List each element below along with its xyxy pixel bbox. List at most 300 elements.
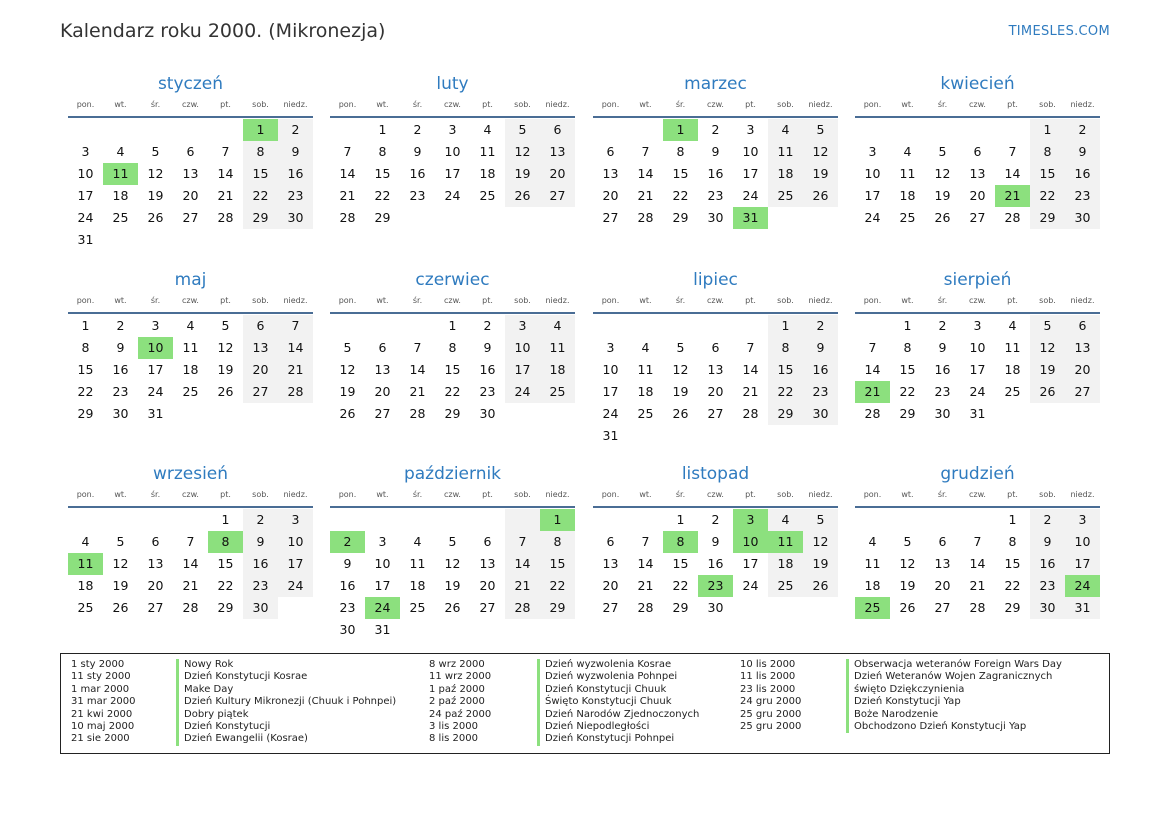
day-cell: 22 xyxy=(672,578,689,593)
day-cell: 19 xyxy=(803,163,838,185)
day-cell: 9 xyxy=(413,144,422,159)
weekday-label: czw. xyxy=(707,100,724,109)
empty-cell xyxy=(593,509,628,531)
header-divider xyxy=(68,116,313,118)
day-cell: 27 xyxy=(969,210,986,225)
week-row xyxy=(593,119,838,141)
weekday-label: niedz. xyxy=(808,490,833,499)
month-name: październik xyxy=(403,464,502,484)
day-cell: 29 xyxy=(899,406,916,421)
day-cell: 8 xyxy=(81,340,90,355)
empty-cell xyxy=(208,119,243,141)
day-cell: 6 xyxy=(243,315,278,337)
month-0 xyxy=(68,74,313,251)
day-cell: 7 xyxy=(221,144,230,159)
day-cell: 12 xyxy=(934,166,951,181)
day-cell: 24 xyxy=(742,578,759,593)
legend-holiday-name: Obchodzono Dzień Konstytucji Yap xyxy=(846,721,1062,733)
day-cell: 5 xyxy=(116,534,125,549)
day-cell: 16 xyxy=(1065,163,1100,185)
weekday-label: czw. xyxy=(707,490,724,499)
empty-cell xyxy=(470,509,505,531)
weekday-label: sob. xyxy=(252,100,269,109)
day-cell: 28 xyxy=(1004,210,1021,225)
weekday-label: wt. xyxy=(114,490,127,499)
day-cell: 30 xyxy=(112,406,129,421)
day-cell: 26 xyxy=(672,406,689,421)
day-cell: 3 xyxy=(505,315,540,337)
week-row xyxy=(68,141,313,163)
day-cell: 27 xyxy=(934,600,951,615)
day-cell: 15 xyxy=(444,362,461,377)
day-cell: 19 xyxy=(147,188,164,203)
day-cell: 4 xyxy=(641,340,650,355)
day-cell: 9 xyxy=(278,141,313,163)
day-cell: 20 xyxy=(602,188,619,203)
day-cell: 23 xyxy=(934,384,951,399)
day-cell: 19 xyxy=(934,188,951,203)
day-cell: 6 xyxy=(1065,315,1100,337)
empty-cell xyxy=(330,315,365,337)
day-cell: 11 xyxy=(68,553,103,575)
weekday-label: pon. xyxy=(863,100,882,109)
day-cell: 21 xyxy=(742,384,759,399)
month-name: marzec xyxy=(684,74,747,94)
day-cell: 1 xyxy=(1008,512,1017,527)
legend-holiday-name: Nowy Rok xyxy=(176,659,396,671)
day-cell: 21 xyxy=(969,578,986,593)
week-row xyxy=(855,403,1100,425)
weekday-label: czw. xyxy=(182,296,199,305)
weekday-label: pon. xyxy=(76,296,95,305)
weekday-label: śr. xyxy=(150,100,161,109)
empty-cell xyxy=(733,597,768,619)
day-cell: 18 xyxy=(540,359,575,381)
day-cell: 26 xyxy=(147,210,164,225)
legend-date: 8 wrz 2000 xyxy=(429,659,485,670)
day-cell: 27 xyxy=(243,381,278,403)
day-cell: 16 xyxy=(278,163,313,185)
week-row xyxy=(593,403,838,425)
empty-cell xyxy=(68,119,103,141)
month-name: wrzesień xyxy=(152,464,229,484)
day-cell: 16 xyxy=(934,362,951,377)
day-cell: 31 xyxy=(602,428,619,443)
day-cell: 14 xyxy=(864,362,881,377)
week-row xyxy=(593,531,838,553)
weekday-label: pon. xyxy=(601,296,620,305)
day-cell: 29 xyxy=(77,406,94,421)
day-cell: 8 xyxy=(540,531,575,553)
day-cell: 23 xyxy=(278,185,313,207)
week-row xyxy=(855,163,1100,185)
weekday-label: czw. xyxy=(444,296,461,305)
day-cell: 28 xyxy=(278,381,313,403)
day-cell: 9 xyxy=(711,144,720,159)
day-cell: 28 xyxy=(505,597,540,619)
legend-date: 10 lis 2000 xyxy=(740,659,796,670)
empty-cell xyxy=(663,315,698,337)
day-cell: 26 xyxy=(112,600,129,615)
day-cell: 2 xyxy=(1030,509,1065,531)
day-cell: 24 xyxy=(505,381,540,403)
day-cell: 22 xyxy=(217,578,234,593)
day-cell: 18 xyxy=(899,188,916,203)
brand-link[interactable]: TIMESLES.COM xyxy=(1008,24,1110,39)
empty-cell xyxy=(628,509,663,531)
week-row xyxy=(330,163,575,185)
empty-cell xyxy=(173,229,208,251)
day-cell: 21 xyxy=(637,578,654,593)
day-cell: 12 xyxy=(1030,337,1065,359)
day-cell: 2 xyxy=(938,318,947,333)
day-cell: 7 xyxy=(641,144,650,159)
day-cell: 14 xyxy=(969,556,986,571)
empty-cell xyxy=(173,403,208,425)
weekday-label: pon. xyxy=(76,100,95,109)
day-cell: 11 xyxy=(768,141,803,163)
day-cell: 9 xyxy=(711,534,720,549)
legend-holiday-name: Make Day xyxy=(176,684,396,696)
day-cell: 24 xyxy=(278,575,313,597)
week-row xyxy=(593,509,838,531)
empty-cell xyxy=(208,403,243,425)
legend-holiday-name: Obserwacja weteranów Foreign Wars Day xyxy=(846,659,1062,671)
day-cell: 25 xyxy=(768,185,803,207)
day-cell: 17 xyxy=(374,578,391,593)
month-2 xyxy=(593,74,838,229)
weekday-label: pt. xyxy=(482,296,493,305)
day-cell: 28 xyxy=(969,600,986,615)
day-cell: 20 xyxy=(243,359,278,381)
empty-cell xyxy=(995,403,1030,425)
day-cell: 4 xyxy=(903,144,912,159)
weekday-label: pt. xyxy=(1007,490,1018,499)
day-cell: 9 xyxy=(343,556,352,571)
day-cell: 15 xyxy=(672,166,689,181)
empty-cell xyxy=(698,315,733,337)
day-cell: 23 xyxy=(698,575,733,597)
day-cell: 22 xyxy=(672,188,689,203)
day-cell: 30 xyxy=(278,207,313,229)
day-cell: 26 xyxy=(339,406,356,421)
day-cell: 20 xyxy=(374,384,391,399)
empty-cell xyxy=(278,403,313,425)
header-divider xyxy=(330,506,575,508)
month-3 xyxy=(855,74,1100,229)
day-cell: 3 xyxy=(746,122,755,137)
week-row xyxy=(593,163,838,185)
day-cell: 1 xyxy=(243,119,278,141)
day-cell: 7 xyxy=(746,340,755,355)
week-row xyxy=(330,597,575,619)
month-name: luty xyxy=(436,74,469,94)
legend-holiday-name: Dzień Konstytucji Pohnpei xyxy=(537,733,699,745)
header-divider xyxy=(855,312,1100,314)
day-cell: 9 xyxy=(803,337,838,359)
day-cell: 13 xyxy=(602,166,619,181)
day-cell: 15 xyxy=(899,362,916,377)
day-cell: 28 xyxy=(637,600,654,615)
day-cell: 17 xyxy=(444,166,461,181)
day-cell: 25 xyxy=(112,210,129,225)
day-cell: 29 xyxy=(374,210,391,225)
day-cell: 12 xyxy=(672,362,689,377)
day-cell: 28 xyxy=(637,210,654,225)
day-cell: 1 xyxy=(768,315,803,337)
empty-cell xyxy=(855,509,890,531)
day-cell: 18 xyxy=(409,578,426,593)
day-cell: 20 xyxy=(1065,359,1100,381)
empty-cell xyxy=(173,509,208,531)
day-cell: 5 xyxy=(1030,315,1065,337)
weekday-label: sob. xyxy=(514,100,531,109)
day-cell: 3 xyxy=(278,509,313,531)
legend-date: 1 paź 2000 xyxy=(429,683,485,695)
weekday-label: sob. xyxy=(777,490,794,499)
weekday-label: sob. xyxy=(777,100,794,109)
day-cell: 31 xyxy=(77,232,94,247)
day-cell: 25 xyxy=(540,381,575,403)
empty-cell xyxy=(1065,403,1100,425)
day-cell: 24 xyxy=(864,210,881,225)
day-cell: 1 xyxy=(221,512,230,527)
week-row xyxy=(68,119,313,141)
weekday-label: niedz. xyxy=(283,490,308,499)
day-cell: 5 xyxy=(151,144,160,159)
day-cell: 18 xyxy=(479,166,496,181)
day-cell: 26 xyxy=(803,185,838,207)
day-cell: 7 xyxy=(186,534,195,549)
empty-cell xyxy=(855,119,890,141)
day-cell: 28 xyxy=(217,210,234,225)
weekday-label: pt. xyxy=(482,490,493,499)
day-cell: 17 xyxy=(147,362,164,377)
week-row xyxy=(330,141,575,163)
day-cell: 14 xyxy=(742,362,759,377)
day-cell: 2 xyxy=(243,509,278,531)
day-cell: 7 xyxy=(641,534,650,549)
day-cell: 14 xyxy=(339,166,356,181)
day-cell: 21 xyxy=(995,185,1030,207)
empty-cell xyxy=(960,509,995,531)
day-cell: 27 xyxy=(602,210,619,225)
day-cell: 13 xyxy=(1065,337,1100,359)
day-cell: 16 xyxy=(339,578,356,593)
day-cell: 14 xyxy=(182,556,199,571)
day-cell: 18 xyxy=(182,362,199,377)
day-cell: 23 xyxy=(409,188,426,203)
day-cell: 3 xyxy=(733,509,768,531)
day-cell: 16 xyxy=(803,359,838,381)
weekday-label: sob. xyxy=(514,490,531,499)
day-cell: 20 xyxy=(707,384,724,399)
day-cell: 31 xyxy=(1065,597,1100,619)
day-cell: 25 xyxy=(77,600,94,615)
week-row xyxy=(593,575,838,597)
day-cell: 8 xyxy=(903,340,912,355)
weekday-label: sob. xyxy=(1039,100,1056,109)
weekday-label: pt. xyxy=(220,296,231,305)
day-cell: 30 xyxy=(1030,597,1065,619)
day-cell: 6 xyxy=(711,340,720,355)
day-cell: 28 xyxy=(409,406,426,421)
day-cell: 6 xyxy=(151,534,160,549)
week-row xyxy=(855,381,1100,403)
day-cell: 8 xyxy=(1008,534,1017,549)
page-title: Kalendarz roku 2000. (Mikronezja) xyxy=(60,20,386,42)
weekday-label: śr. xyxy=(150,490,161,499)
week-row xyxy=(330,403,575,425)
day-cell: 13 xyxy=(707,362,724,377)
day-cell: 27 xyxy=(707,406,724,421)
month-name: styczeń xyxy=(157,74,224,94)
day-cell: 17 xyxy=(864,188,881,203)
weekday-label: śr. xyxy=(937,490,948,499)
empty-cell xyxy=(925,119,960,141)
week-row xyxy=(593,553,838,575)
day-cell: 9 xyxy=(1030,531,1065,553)
empty-cell xyxy=(855,315,890,337)
legend-date: 25 gru 2000 xyxy=(740,720,802,732)
weekday-label: pon. xyxy=(601,100,620,109)
weekday-label: śr. xyxy=(675,490,686,499)
legend-holiday-name: Dzień Weteranów Wojen Zagranicznych xyxy=(846,671,1062,683)
day-cell: 23 xyxy=(707,188,724,203)
day-cell: 15 xyxy=(217,556,234,571)
empty-cell xyxy=(925,509,960,531)
day-cell: 27 xyxy=(374,406,391,421)
week-row xyxy=(68,337,313,359)
legend-date: 1 mar 2000 xyxy=(71,683,130,695)
day-cell: 6 xyxy=(483,534,492,549)
day-cell: 18 xyxy=(768,553,803,575)
day-cell: 17 xyxy=(1065,553,1100,575)
day-cell: 25 xyxy=(637,406,654,421)
weekday-label: pon. xyxy=(601,490,620,499)
day-cell: 26 xyxy=(899,600,916,615)
legend-holiday-name: Dzień wyzwolenia Pohnpei xyxy=(537,671,699,683)
day-cell: 12 xyxy=(339,362,356,377)
day-cell: 6 xyxy=(540,119,575,141)
day-cell: 24 xyxy=(77,210,94,225)
day-cell: 10 xyxy=(602,362,619,377)
month-name: czerwiec xyxy=(415,270,490,290)
weekday-label: niedz. xyxy=(1070,100,1095,109)
day-cell: 4 xyxy=(116,144,125,159)
week-row xyxy=(68,597,313,619)
weekday-label: pt. xyxy=(745,490,756,499)
day-cell: 18 xyxy=(768,163,803,185)
day-cell: 10 xyxy=(374,556,391,571)
week-row xyxy=(68,381,313,403)
day-cell: 23 xyxy=(1065,185,1100,207)
day-cell: 3 xyxy=(378,534,387,549)
week-row xyxy=(855,207,1100,229)
empty-cell xyxy=(505,619,540,641)
day-cell: 12 xyxy=(899,556,916,571)
empty-cell xyxy=(400,207,435,229)
day-cell: 5 xyxy=(803,509,838,531)
weekday-label: niedz. xyxy=(808,296,833,305)
weekday-label: niedz. xyxy=(283,296,308,305)
day-cell: 12 xyxy=(505,141,540,163)
day-cell: 21 xyxy=(278,359,313,381)
day-cell: 8 xyxy=(243,141,278,163)
empty-cell xyxy=(1030,403,1065,425)
day-cell: 8 xyxy=(1030,141,1065,163)
day-cell: 1 xyxy=(448,318,457,333)
header-divider xyxy=(855,116,1100,118)
day-cell: 29 xyxy=(217,600,234,615)
day-cell: 21 xyxy=(637,188,654,203)
day-cell: 4 xyxy=(1008,318,1017,333)
empty-cell xyxy=(698,425,733,447)
day-cell: 2 xyxy=(803,315,838,337)
day-cell: 14 xyxy=(409,362,426,377)
weekday-label: pt. xyxy=(745,100,756,109)
weekday-label: sob. xyxy=(514,296,531,305)
day-cell: 2 xyxy=(413,122,422,137)
day-cell: 26 xyxy=(444,600,461,615)
day-cell: 12 xyxy=(444,556,461,571)
day-cell: 28 xyxy=(182,600,199,615)
legend-dates-col xyxy=(71,659,136,746)
empty-cell xyxy=(138,119,173,141)
day-cell: 16 xyxy=(409,166,426,181)
day-cell: 22 xyxy=(77,384,94,399)
day-cell: 19 xyxy=(339,384,356,399)
empty-cell xyxy=(505,207,540,229)
weekday-label: czw. xyxy=(444,100,461,109)
day-cell: 6 xyxy=(938,534,947,549)
empty-cell xyxy=(663,425,698,447)
day-cell: 5 xyxy=(803,119,838,141)
header-divider xyxy=(330,312,575,314)
empty-cell xyxy=(768,207,803,229)
empty-cell xyxy=(278,229,313,251)
day-cell: 24 xyxy=(602,406,619,421)
legend-names-col xyxy=(537,659,699,746)
day-cell: 4 xyxy=(540,315,575,337)
day-cell: 15 xyxy=(768,359,803,381)
weekday-label: pt. xyxy=(220,100,231,109)
day-cell: 3 xyxy=(151,318,160,333)
day-cell: 2 xyxy=(278,119,313,141)
day-cell: 10 xyxy=(733,531,768,553)
weekday-label: niedz. xyxy=(1070,296,1095,305)
weekday-label: wt. xyxy=(901,296,914,305)
month-5 xyxy=(330,270,575,425)
weekday-label: pon. xyxy=(338,296,357,305)
weekday-label: śr. xyxy=(937,100,948,109)
day-cell: 10 xyxy=(1065,531,1100,553)
weekday-label: śr. xyxy=(675,100,686,109)
day-cell: 13 xyxy=(969,166,986,181)
week-row xyxy=(330,337,575,359)
day-cell: 11 xyxy=(182,340,199,355)
week-row xyxy=(855,553,1100,575)
day-cell: 26 xyxy=(803,575,838,597)
week-row xyxy=(855,359,1100,381)
week-row xyxy=(330,207,575,229)
day-cell: 19 xyxy=(899,578,916,593)
week-row xyxy=(330,381,575,403)
weekday-label: śr. xyxy=(675,296,686,305)
day-cell: 7 xyxy=(343,144,352,159)
day-cell: 19 xyxy=(505,163,540,185)
empty-cell xyxy=(330,509,365,531)
